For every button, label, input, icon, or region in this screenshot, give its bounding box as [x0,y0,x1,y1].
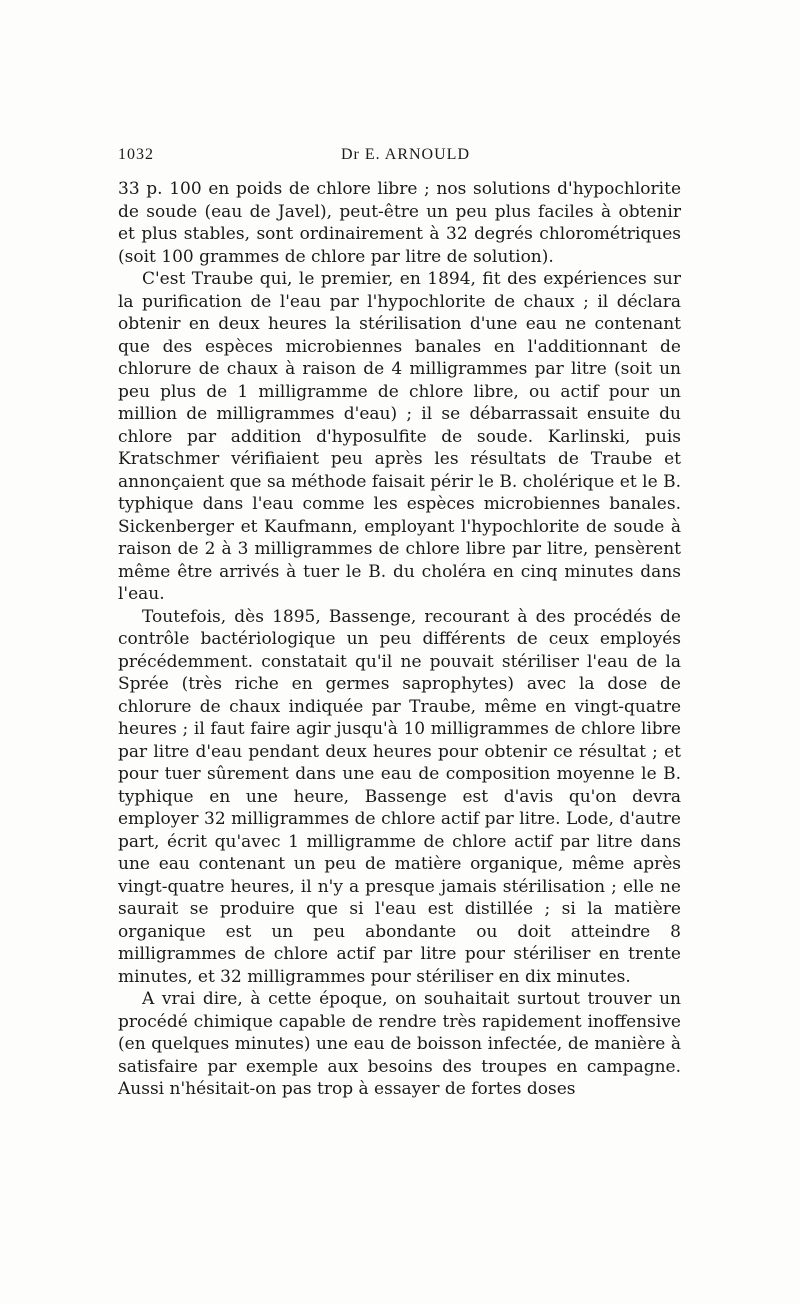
paragraph-bassenge: Toutefois, dès 1895, Bassenge, recourant à des procédés de contrôle bactériologique un peu différents de ceux employés précédemment. constatait qu'il ne pouvait stériliser l'eau de la Sprée (très riche en germes saprophytes) avec la dose de chlorure de chaux indiquée par Traube, même en vingt-quatre heures ; il faut faire agir jusqu'à 10 milligrammes de chlore libre par litre d'eau pendant deux heures pour obtenir ce résultat ; et pour tuer sûrement dans une eau de composition moyenne le B. typhique en une heure, Bassenge est d'avis qu'on devra employer 32 milligrammes de chlore actif par litre. Lode, d'autre part, écrit qu'avec 1 milligramme de chlore actif par litre dans une eau contenant un peu de matière organique, même après vingt-quatre heures, il n'y a presque jamais stérilisation ; elle ne saurait se produire que si l'eau est distillée ; si la matière organique est un peu abondante ou doit atteindre 8 milligrammes de chlore actif par litre pour stériliser en trente minutes, et 32 milligrammes pour stériliser en dix minutes. [118,606,681,987]
paragraph-traube: C'est Traube qui, le premier, en 1894, fit des expériences sur la purification de l'eau par l'hypochlorite de chaux ; il déclara obtenir en deux heures la stérilisation d'une eau ne contenant que des espèces microbiennes banales en l'additionnant de chlorure de chaux à raison de 4 milligrammes par litre (soit un peu plus de 1 milligramme de chlore libre, ou actif pour un million de milligrammes d'eau) ; il se débarrassait ensuite du chlore par addition d'hyposulfite de soude. Karlinski, puis Kratschmer vérifiaient peu après les résultats de Traube et annonçaient que sa méthode faisait périr le B. cholérique et le B. typhique dans l'eau comme les espèces microbiennes banales. Sickenberger et Kaufmann, employant l'hypochlorite de soude à raison de 2 à 3 milligrammes de chlore libre par litre, pensèrent même être arrivés à tuer le B. du choléra en cinq minutes dans l'eau. [118,269,681,604]
paragraph-continued: 33 p. 100 en poids de chlore libre ; nos solutions d'hypochlorite de soude (eau de Javel), peut-être un peu plus faciles à obtenir et plus stables, sont ordinairement à 32 degrés chlorométriques (soit 100 grammes de chlore par litre de solution). [118,179,681,267]
running-head: Dr E. ARNOULD [341,146,470,163]
page-number: 1032 [118,146,154,163]
page-header [118,146,681,166]
body-text [118,178,681,1101]
paragraph-a-vrai-dire: A vrai dire, à cette époque, on souhaitait surtout trouver un procédé chimique capable de rendre très rapidement inoffensive (en quelques minutes) une eau de boisson infectée, de manière à satisfaire par exemple aux besoins des troupes en campagne. Aussi n'hésitait-on pas trop à essayer de fortes doses [118,989,681,1099]
